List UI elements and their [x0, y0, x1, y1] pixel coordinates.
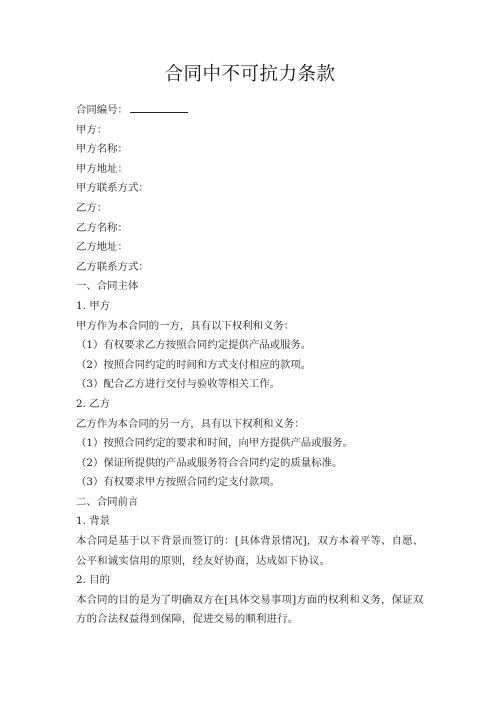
contract-number-blank: [130, 100, 188, 113]
party-a-address-label: 甲方地址：: [76, 162, 128, 175]
background-paragraph: 本合同是基于以下背景而签订的：[具体背景情况]，双方本着平等、自愿、公平和诚实信用的原则，经友好协商，达成如下协议。: [76, 535, 424, 567]
party-b-address-label: 乙方地址：: [76, 241, 128, 254]
party-b-item: （2）保证所提供的产品或服务符合合同约定的质量标准。: [76, 456, 343, 469]
party-b-item: （3）有权要求甲方按照合同约定支付款项。: [76, 476, 281, 489]
party-b-contact-label: 乙方联系方式：: [76, 260, 149, 273]
party-a-item: （2）按照合同约定的时间和方式支付相应的款项。: [76, 358, 312, 371]
party-a-intro: 甲方作为本合同的一方，具有以下权利和义务：: [76, 319, 295, 332]
subheading-party-a: 1. 甲方: [76, 299, 110, 312]
party-a-name-label: 甲方名称：: [76, 143, 128, 156]
party-a-item: （1）有权要求乙方按照合同约定提供产品或服务。: [76, 339, 312, 352]
contract-number-line: [76, 100, 428, 121]
party-b-name-label: 乙方名称：: [76, 221, 128, 234]
party-b-item: （1）按照合同约定的要求和时间，向甲方提供产品或服务。: [76, 437, 353, 450]
subheading-background: 1. 背景: [76, 515, 110, 528]
party-a-item: （3）配合乙方进行交付与验收等相关工作。: [76, 378, 281, 391]
party-b-label: 乙方：: [76, 201, 108, 214]
subheading-party-b: 2. 乙方: [76, 397, 110, 410]
contract-number-label: 合同编号：: [76, 104, 128, 116]
party-a-contact-label: 甲方联系方式：: [76, 182, 149, 195]
section-heading-preamble: 二、合同前言: [76, 495, 139, 508]
party-a-label: 甲方：: [76, 123, 108, 136]
subheading-purpose: 2. 目的: [76, 574, 110, 587]
document-title: 合同中不可抗力条款: [164, 64, 336, 85]
party-b-intro: 乙方作为本合同的另一方，具有以下权利和义务：: [76, 417, 305, 430]
document-body: [76, 100, 428, 630]
purpose-paragraph: 本合同的目的是为了明确双方在[具体交易事项]方面的权利和义务，保证双方的合法权益得到保障，促进交易的顺利进行。: [76, 593, 424, 626]
section-heading-parties: 一、合同主体: [76, 280, 139, 293]
